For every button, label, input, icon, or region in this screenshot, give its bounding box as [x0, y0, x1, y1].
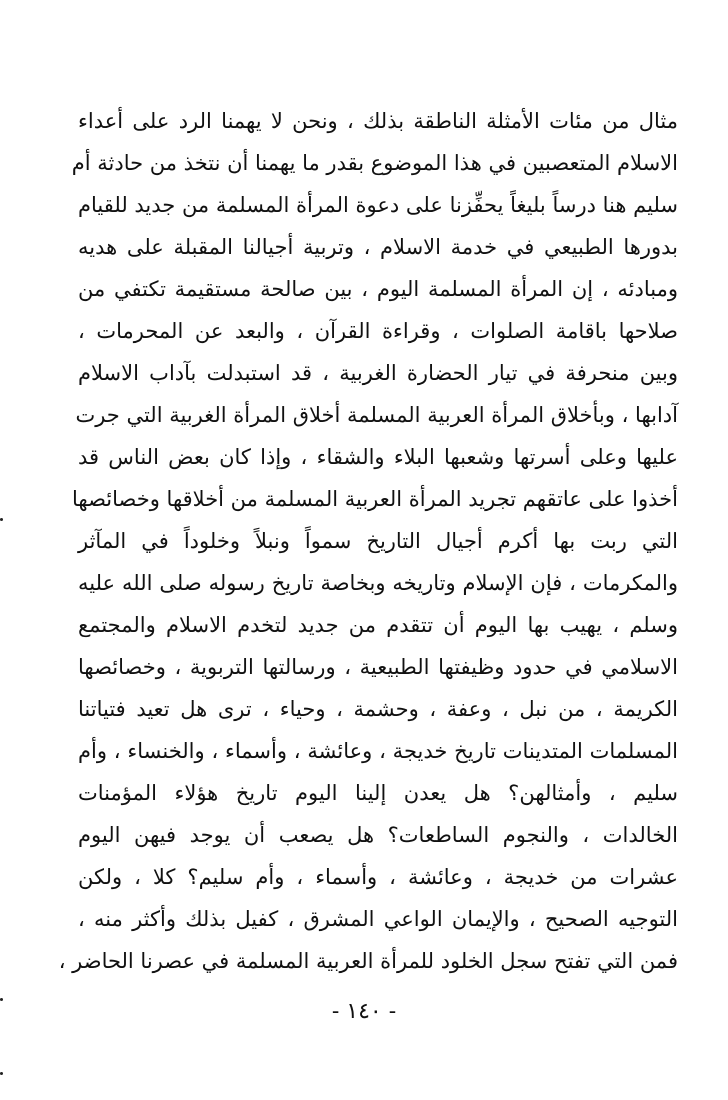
text-line: عشرات من خديجة ، وعائشة ، وأسماء ، وأم سليم؟ كلا ، ولكن [78, 865, 678, 889]
edge-mark [0, 1072, 3, 1075]
text-line: سليم هنا درساً بليغاً يحفِّزنا على دعوة المرأة المسلمة من جديد للقيام [78, 193, 678, 217]
text-line: سليم ، وأمثالهن؟ هل يعدن إلينا اليوم تاريخ هؤلاء المؤمنات [78, 781, 678, 805]
text-line: والمكرمات ، فإن الإسلام وتاريخه وبخاصة تاريخ رسوله صلى الله عليه [78, 571, 678, 595]
text-line: الكريمة ، من نبل ، وعفة ، وحشمة ، وحياء ، ترى هل تعيد فتياتنا [78, 697, 678, 721]
text-line: وسلم ، يهيب بها اليوم أن تتقدم من جديد لتخدم الاسلام والمجتمع [78, 613, 678, 637]
edge-mark [0, 518, 3, 521]
text-line: أخذوا على عاتقهم تجريد المرأة العربية المسلمة من أخلاقها وخصائصها [72, 487, 678, 511]
text-line: وبين منحرفة في تيار الحضارة الغربية ، قد استبدلت بآداب الاسلام [78, 361, 678, 385]
text-line: آدابها ، وبأخلاق المرأة العربية المسلمة أخلاق المرأة الغربية التي جرت [75, 403, 678, 427]
text-line: صلاحها باقامة الصلوات ، وقراءة القرآن ، والبعد عن المحرمات ، [78, 319, 678, 343]
text-line: التوجيه الصحيح ، والإيمان الواعي المشرق ، كفيل بذلك وأكثر منه ، [78, 907, 678, 931]
text-line: بدورها الطبيعي في خدمة الاسلام ، وتربية أجيالنا المقبلة على هديه [78, 235, 678, 259]
edge-mark [0, 998, 3, 1001]
text-line: مثال من مئات الأمثلة الناطقة بذلك ، ونحن لا يهمنا الرد على أعداء [78, 109, 678, 133]
text-line: المسلمات المتدينات تاريخ خديجة ، وعائشة ، وأسماء ، والخنساء ، وأم [78, 739, 678, 763]
text-line: ومبادئه ، إن المرأة المسلمة اليوم ، بين صالحة مستقيمة تكتفي من [78, 277, 678, 301]
text-line: التي ربت بها أكرم أجيال التاريخ سمواً ونبلاً وخلوداً في المآثر [78, 529, 678, 553]
text-line: عليها وعلى أسرتها وشعبها البلاء والشقاء ، وإذا كان بعض الناس قد [78, 445, 678, 469]
text-line: الاسلام المتعصبين في هذا الموضوع بقدر ما يهمنا أن نتخذ من حادثة أم [71, 151, 678, 175]
text-line: فمن التي تفتح سجل الخلود للمرأة العربية المسلمة في عصرنا الحاضر ، [58, 949, 678, 973]
text-line: الاسلامي في حدود وظيفتها الطبيعية ، ورسالتها التربوية ، وخصائصها [78, 655, 678, 679]
page-number: - ١٤٠ - [331, 999, 397, 1024]
text-line: الخالدات ، والنجوم الساطعات؟ هل يصعب أن يوجد فيهن اليوم [78, 823, 678, 847]
body-text [58, 100, 678, 982]
